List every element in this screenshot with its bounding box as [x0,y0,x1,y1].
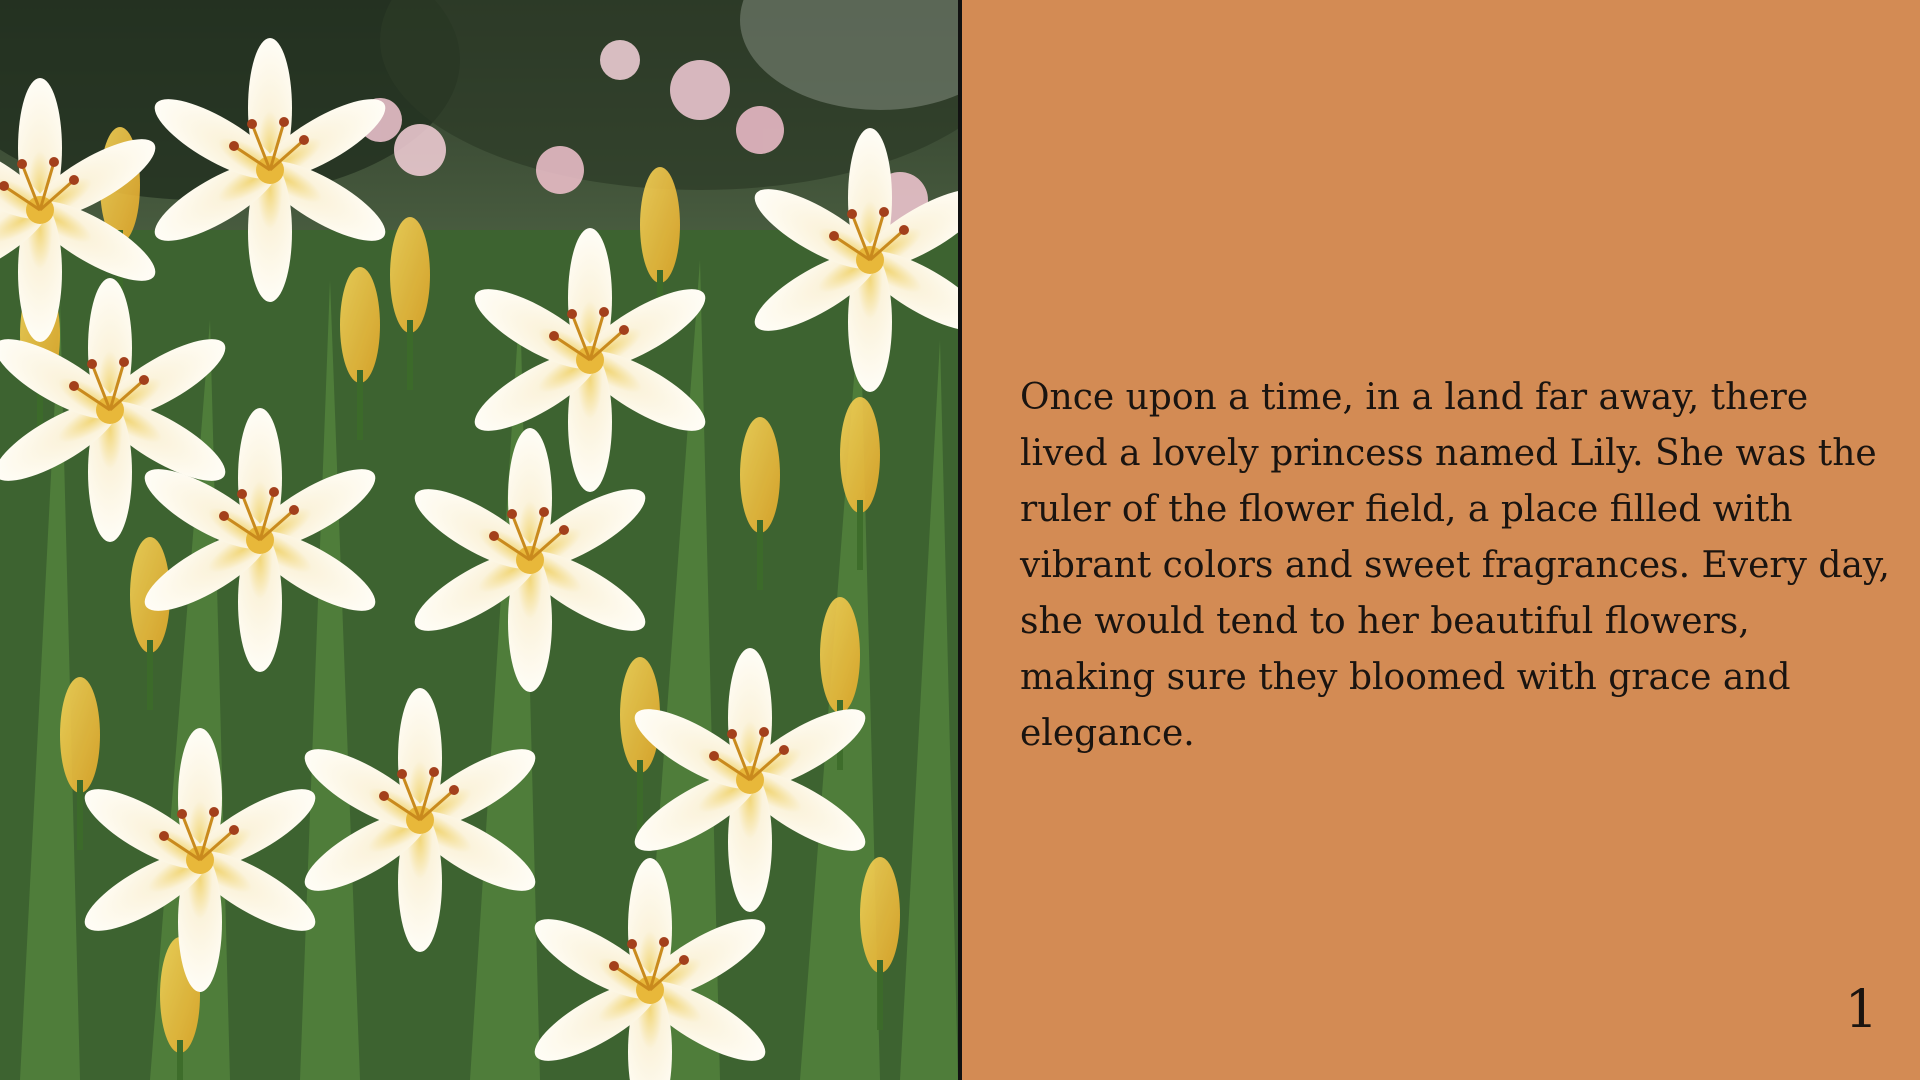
story-paragraph: Once upon a time, in a land far away, there lived a lovely princess named Lily. She was the ruler of the flower field, a place filled with vibrant colors and sweet fragrances. Every day, she would tend to her beautiful flowers, making sure they bloomed with grace and elegance. [1020,377,1890,754]
lily-field-image [0,0,958,1080]
lily-field-illustration [0,0,958,1080]
story-text-panel [962,0,1920,1080]
page-number: 1 [1844,980,1878,1040]
